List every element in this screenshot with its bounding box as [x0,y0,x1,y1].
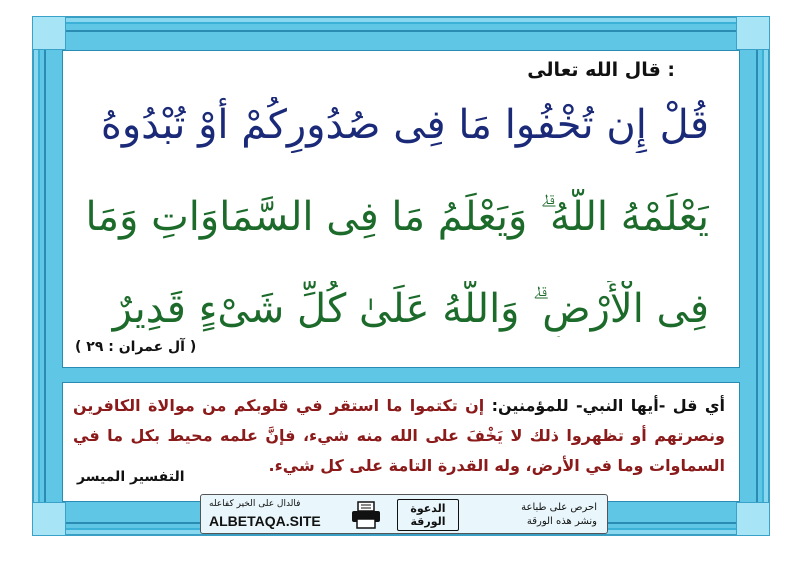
footer-advice [521,501,597,529]
footer-bar [200,494,608,534]
verse-intro: قال الله تعالى : [527,59,675,81]
brand-logo: الدعوة الورقة [397,499,459,531]
tafsir-source: التفسير الميسر [77,469,185,485]
footer-advice-line-2: ونشر هذه الورقة [526,516,597,527]
tafsir-body: إن تكتموا ما استقر في قلوبكم من موالاة الكافرين ونصرتهم أو تظهروا ذلك لا يَخْفَ على الله منه شيء، فإنَّ علمه محيط بكل ما في السماوات وما في الأرض، وله القدرة التامة على كل شيء. [73,396,725,475]
footer-hadith: فالدال على الخير كفاعله [209,499,301,509]
footer-site-link[interactable]: ALBETAQA.SITE [209,513,321,529]
verse-line-1: قُلْ إِن تُخْفُوا مَا فِى صُدُورِكُمْ أَوْ تُبْدُوهُ [100,102,709,148]
tafsir-panel [62,382,740,502]
verse-reference: ( آل عمران : ٢٩ ) [75,339,197,355]
footer-advice-line-1: احرص على طباعة [521,502,597,513]
frame-corner [32,502,66,536]
frame-corner [736,502,770,536]
verse-line-3: فِى الْأَرْضِ ۗ وَاللَّهُ عَلَىٰ كُلِّ شَىْءٍ قَدِيرٌ [112,286,709,332]
printer-icon [351,501,381,529]
verse-line-2: يَعْلَمْهُ اللَّهُ ۗ وَيَعْلَمُ مَا فِى السَّمَاوَاتِ وَمَا [85,194,709,240]
tafsir-lead: أي قل -أيها النبي- للمؤمنين: [491,396,725,415]
frame-corner [736,16,770,50]
verse-panel [62,50,740,368]
tafsir-text [73,391,725,481]
frame-corner [32,16,66,50]
